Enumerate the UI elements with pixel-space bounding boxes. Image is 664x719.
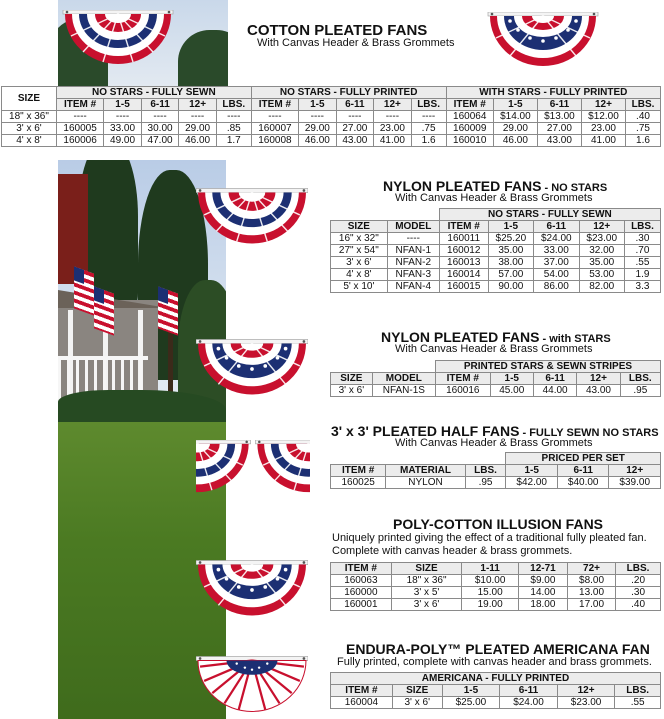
table-cell: 160009	[446, 123, 493, 135]
illusion-description-line-1: Uniquely printed giving the effect of a traditional fully pleated fan.	[332, 532, 647, 544]
bunting-fan-icon	[196, 187, 308, 249]
column-header: 1-5	[493, 99, 537, 111]
table-row	[331, 697, 661, 709]
table-cell: ----	[336, 111, 374, 123]
table-cell: 19.00	[462, 599, 519, 611]
nylon-title: NYLON PLEATED FANS - NO STARS	[383, 178, 608, 194]
table-cell: 23.00	[374, 123, 412, 135]
table-cell: 49.00	[104, 135, 142, 147]
column-header: 1-5	[104, 99, 142, 111]
americana-fan-image	[196, 656, 308, 716]
table-cell: $12.00	[581, 111, 625, 123]
column-header: 12+	[579, 221, 624, 233]
table-cell: $13.00	[537, 111, 581, 123]
table-cell: 38.00	[488, 257, 533, 269]
size-cell: 3' x 6'	[2, 123, 57, 135]
table-cell: 54.00	[534, 269, 579, 281]
table-cell: 41.00	[581, 135, 625, 147]
table-cell: 160001	[331, 599, 392, 611]
table-cell: 16" x 32"	[331, 233, 388, 245]
column-header: ITEM #	[435, 373, 490, 385]
table-cell: NYLON	[386, 477, 465, 489]
table-cell: 44.00	[533, 385, 576, 397]
table-cell: $40.00	[557, 477, 609, 489]
table-cell: ----	[411, 111, 446, 123]
table-cell: .55	[615, 697, 661, 709]
table-cell: 160014	[439, 269, 488, 281]
cotton-title: COTTON PLEATED FANS	[247, 22, 428, 39]
table-cell: .75	[626, 123, 661, 135]
table-cell: 27.00	[537, 123, 581, 135]
endura-title: ENDURA-POLY™ PLEATED AMERICANA FAN	[346, 641, 650, 657]
group-header: NO STARS - FULLY SEWN	[56, 87, 251, 99]
nylon-fan-image	[196, 187, 308, 249]
table-row	[331, 245, 661, 257]
column-header: 6-11	[533, 373, 576, 385]
table-cell: ----	[251, 111, 298, 123]
column-header: LBS.	[626, 99, 661, 111]
column-header: 12+	[609, 465, 661, 477]
bunting-half-fan-icon	[196, 440, 252, 496]
table-cell: 43.00	[577, 385, 620, 397]
column-header: LBS.	[624, 221, 660, 233]
column-header: ITEM #	[331, 685, 393, 697]
table-cell: 43.00	[537, 135, 581, 147]
column-header: SIZE	[392, 685, 442, 697]
table-cell: ----	[374, 111, 412, 123]
table-cell: 160016	[435, 385, 490, 397]
illusion-title: POLY-COTTON ILLUSION FANS	[393, 516, 604, 532]
column-header: 6-11	[500, 685, 558, 697]
table-row	[331, 575, 661, 587]
table-cell: $39.00	[609, 477, 661, 489]
half-fan-left-image	[196, 440, 252, 496]
column-header: MATERIAL	[386, 465, 465, 477]
table-cell: 27.00	[336, 123, 374, 135]
column-header: 72+	[567, 563, 615, 575]
table-row	[331, 477, 661, 489]
table-cell: $9.00	[518, 575, 567, 587]
column-header: ITEM #	[446, 99, 493, 111]
column-header: SIZE	[391, 563, 462, 575]
table-cell: ----	[141, 111, 179, 123]
column-header: ITEM #	[331, 563, 392, 575]
column-header: 1-5	[488, 221, 533, 233]
table-cell: .40	[626, 111, 661, 123]
table-cell: 1.6	[626, 135, 661, 147]
table-cell: .85	[216, 123, 251, 135]
table-cell: 47.00	[141, 135, 179, 147]
half-subtitle: With Canvas Header & Brass Grommets	[395, 437, 593, 449]
table-cell: ----	[216, 111, 251, 123]
illusion-description-line-2: Complete with canvas header & brass grommets.	[332, 545, 573, 557]
column-header: ITEM #	[439, 221, 488, 233]
table-row	[331, 587, 661, 599]
table-cell: 3' x 5'	[391, 587, 462, 599]
table-cell: 23.00	[581, 123, 625, 135]
table-row	[331, 257, 661, 269]
table-cell: 160008	[251, 135, 298, 147]
column-header: SIZE	[331, 221, 388, 233]
table-cell: $10.00	[462, 575, 519, 587]
column-header: 12+	[577, 373, 620, 385]
nylon-stars-price-table	[330, 360, 661, 397]
column-header: 1-11	[462, 563, 519, 575]
table-cell: 3' x 6'	[392, 697, 442, 709]
porch-flag-icon	[94, 286, 114, 335]
table-cell: 37.00	[534, 257, 579, 269]
column-header: 1-5	[490, 373, 533, 385]
table-cell: 5' x 10'	[331, 281, 388, 293]
table-cell: 160010	[446, 135, 493, 147]
porch-flag-icon	[74, 266, 94, 315]
table-row	[2, 123, 661, 135]
table-cell: 3' x 6'	[391, 599, 462, 611]
table-cell: 32.00	[579, 245, 624, 257]
nylon-stars-title: NYLON PLEATED FANS - with STARS	[381, 329, 611, 345]
column-header: LBS.	[216, 99, 251, 111]
table-cell: 3' x 6'	[331, 257, 388, 269]
nylon-subtitle: With Canvas Header & Brass Grommets	[395, 192, 593, 204]
size-header: SIZE	[2, 87, 57, 111]
table-cell: $25.00	[442, 697, 500, 709]
table-cell: 1.9	[624, 269, 660, 281]
table-cell: 3.3	[624, 281, 660, 293]
table-cell: 4' x 8'	[331, 269, 388, 281]
column-header: ITEM #	[56, 99, 103, 111]
table-cell: ----	[56, 111, 103, 123]
table-cell: 43.00	[336, 135, 374, 147]
column-header: 6-11	[534, 221, 579, 233]
column-header: LBS.	[620, 373, 660, 385]
table-cell: NFAN-1S	[372, 385, 435, 397]
column-header: 1-5	[299, 99, 337, 111]
table-cell: 82.00	[579, 281, 624, 293]
table-cell: 1.7	[216, 135, 251, 147]
table-row	[331, 269, 661, 281]
table-cell: 35.00	[579, 257, 624, 269]
table-cell: 33.00	[104, 123, 142, 135]
table-cell: 41.00	[374, 135, 412, 147]
table-cell: 27" x 54"	[331, 245, 388, 257]
column-header: SIZE	[331, 373, 373, 385]
group-header: NO STARS - FULLY PRINTED	[251, 87, 446, 99]
table-cell: 14.00	[518, 587, 567, 599]
table-cell: 160025	[331, 477, 386, 489]
column-header: ITEM #	[331, 465, 386, 477]
table-row	[331, 599, 661, 611]
table-cell: ----	[179, 111, 217, 123]
size-cell: 18" x 36"	[2, 111, 57, 123]
column-header: 6-11	[537, 99, 581, 111]
cotton-subtitle: With Canvas Header & Brass Grommets	[257, 37, 455, 49]
column-header: ITEM #	[251, 99, 298, 111]
table-cell: ----	[299, 111, 337, 123]
group-header: PRICED PER SET	[506, 453, 661, 465]
table-cell: .95	[620, 385, 660, 397]
table-cell: $24.00	[534, 233, 579, 245]
table-cell: 46.00	[299, 135, 337, 147]
group-header: WITH STARS - FULLY PRINTED	[446, 87, 660, 99]
column-header: 6-11	[336, 99, 374, 111]
size-cell: 4' x 8'	[2, 135, 57, 147]
table-cell: 90.00	[488, 281, 533, 293]
table-cell: $42.00	[506, 477, 558, 489]
table-cell: 160011	[439, 233, 488, 245]
table-cell: 30.00	[141, 123, 179, 135]
table-cell: 18" x 36"	[391, 575, 462, 587]
column-header: MODEL	[387, 221, 439, 233]
column-header: LBS.	[411, 99, 446, 111]
table-cell: 29.00	[493, 123, 537, 135]
table-cell: .55	[624, 257, 660, 269]
table-cell: 46.00	[179, 135, 217, 147]
table-cell: $23.00	[579, 233, 624, 245]
column-header: LBS.	[465, 465, 506, 477]
table-cell: 160000	[331, 587, 392, 599]
table-cell: 160015	[439, 281, 488, 293]
table-cell: ----	[387, 233, 439, 245]
cotton-fan-stars-image	[487, 12, 599, 70]
bunting-fan-stars-icon	[487, 12, 599, 70]
table-cell: 13.00	[567, 587, 615, 599]
column-header: LBS.	[616, 563, 661, 575]
column-header: 6-11	[557, 465, 609, 477]
column-header: 12+	[557, 685, 615, 697]
table-cell: 160013	[439, 257, 488, 269]
column-header: 1-5	[506, 465, 558, 477]
bunting-fan-stars-icon	[196, 339, 308, 399]
endura-price-table	[330, 672, 661, 709]
table-cell: 15.00	[462, 587, 519, 599]
table-cell: 160012	[439, 245, 488, 257]
table-cell: 86.00	[534, 281, 579, 293]
table-cell: 160063	[331, 575, 392, 587]
table-cell: .70	[624, 245, 660, 257]
column-header: 1-5	[442, 685, 500, 697]
half-title: 3' x 3' PLEATED HALF FANS - FULLY SEWN NO STARS	[331, 423, 659, 439]
table-cell: 17.00	[567, 599, 615, 611]
table-cell: 53.00	[579, 269, 624, 281]
column-header: 12+	[179, 99, 217, 111]
table-row	[2, 111, 661, 123]
table-cell: 35.00	[488, 245, 533, 257]
table-cell: $8.00	[567, 575, 615, 587]
table-cell: 46.00	[493, 135, 537, 147]
table-cell: NFAN-4	[387, 281, 439, 293]
half-price-table	[330, 452, 661, 489]
column-header: 12-71	[518, 563, 567, 575]
nylon-price-table	[330, 208, 661, 293]
table-cell: 3' x 6'	[331, 385, 373, 397]
nylon-stars-subtitle: With Canvas Header & Brass Grommets	[395, 343, 593, 355]
group-header: NO STARS - FULLY SEWN	[439, 209, 660, 221]
table-cell: .40	[616, 599, 661, 611]
table-cell: 160006	[56, 135, 103, 147]
table-cell: NFAN-3	[387, 269, 439, 281]
column-header: LBS.	[615, 685, 661, 697]
table-cell: $24.00	[500, 697, 558, 709]
table-cell: .95	[465, 477, 506, 489]
table-cell: NFAN-2	[387, 257, 439, 269]
table-cell: 29.00	[299, 123, 337, 135]
table-row	[331, 233, 661, 245]
table-cell: 1.6	[411, 135, 446, 147]
table-cell: .30	[624, 233, 660, 245]
table-cell: .30	[616, 587, 661, 599]
column-header: 12+	[374, 99, 412, 111]
table-cell: 160064	[446, 111, 493, 123]
americana-fan-icon	[196, 656, 308, 716]
group-header: PRINTED STARS & SEWN STRIPES	[435, 361, 660, 373]
group-header: AMERICANA - FULLY PRINTED	[331, 673, 661, 685]
illusion-fan-image	[196, 560, 308, 620]
bunting-half-fan-icon	[254, 440, 310, 496]
table-cell: $25.20	[488, 233, 533, 245]
table-cell: 29.00	[179, 123, 217, 135]
table-cell: ----	[104, 111, 142, 123]
cotton-fan-plain-image	[62, 10, 174, 68]
table-cell: 160007	[251, 123, 298, 135]
half-fan-right-image	[254, 440, 310, 496]
column-header: 12+	[581, 99, 625, 111]
table-cell: $23.00	[557, 697, 615, 709]
column-header: 6-11	[141, 99, 179, 111]
nylon-fan-stars-image	[196, 339, 308, 399]
bunting-fan-stars-icon	[196, 560, 308, 620]
endura-subtitle: Fully printed, complete with canvas header and brass grommets.	[337, 656, 652, 668]
illusion-price-table	[330, 562, 661, 611]
table-row	[331, 385, 661, 397]
table-cell: 160004	[331, 697, 393, 709]
table-cell: .75	[411, 123, 446, 135]
column-header: MODEL	[372, 373, 435, 385]
table-cell: 33.00	[534, 245, 579, 257]
porch-flag-icon	[158, 286, 178, 335]
table-cell: 18.00	[518, 599, 567, 611]
table-cell: 57.00	[488, 269, 533, 281]
table-cell: $14.00	[493, 111, 537, 123]
cotton-price-table	[1, 86, 661, 147]
table-row	[2, 135, 661, 147]
table-cell: 160005	[56, 123, 103, 135]
table-row	[331, 281, 661, 293]
table-cell: NFAN-1	[387, 245, 439, 257]
table-cell: .20	[616, 575, 661, 587]
bunting-fan-icon	[62, 10, 174, 68]
table-cell: 45.00	[490, 385, 533, 397]
